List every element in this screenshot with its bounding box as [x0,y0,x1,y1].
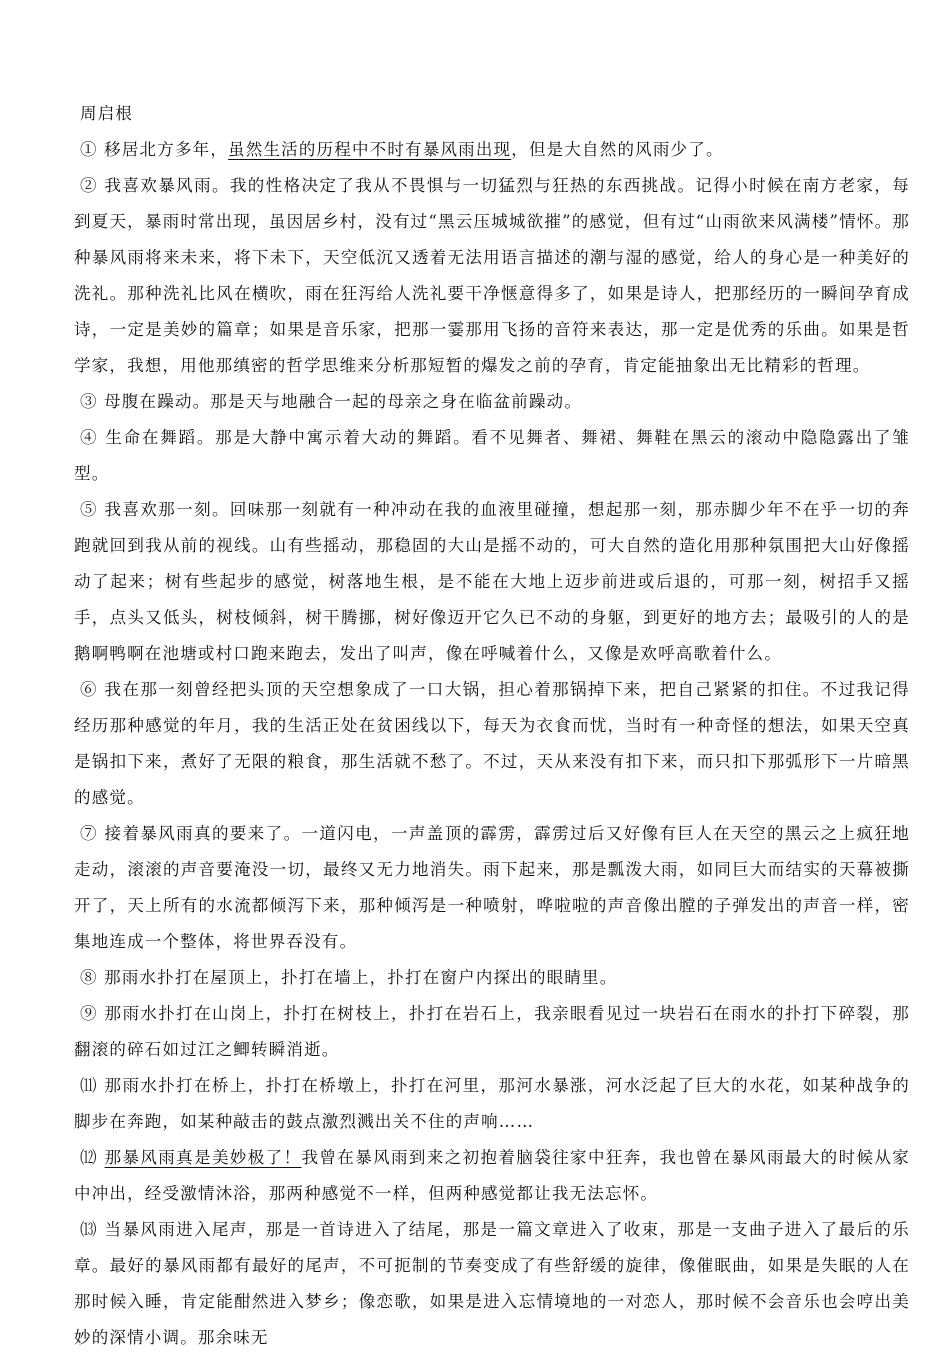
paragraph-7: ⑦ 接着暴风雨真的要来了。一道闪电，一声盖顶的霹雳，霹雳过后又好像有巨人在天空的黑云之上疯狂地走动，滚滚的声音要淹没一切，最终又无力地消失。雨下起来，那是瓢泼大雨，如同巨大而结实的天幕被撕开了，天上所有的水流都倾泻下来，那种倾泻是一种喷射，哗啦啦的声音像出膛的子弹发出的声音一样，密集地连成一个整体，将世界吞没有。 [74,824,910,951]
paragraph-1-rest: ，但是大自然的风雨少了。 [511,140,724,159]
paragraph-6: ⑥ 我在那一刻曾经把头顶的天空想象成了一口大锅，担心着那锅掉下来，把自己紧紧的扣住。不过我记得经历那种感觉的年月，我的生活正处在贫困线以下，每天为衣食而忧，当时有一种奇怪的想法，如果天空真是锅扣下来，煮好了无限的粮食，那生活就不愁了。不过，天从来没有扣下来，而只扣下那弧形下一片暗黑的感觉。 [74,680,910,807]
article-body [74,96,910,1356]
paragraph-8: ⑧ 那雨水扑打在屋顶上，扑打在墙上，扑打在窗户内探出的眼睛里。 [80,968,618,987]
author-name: 周启根 [80,104,134,123]
paragraph-5: ⑤ 我喜欢那一刻。回味那一刻就有一种冲动在我的血液里碰撞，想起那一刻，那赤脚少年不在乎一切的奔跑就回到我从前的视线。山有些摇动，那稳固的大山是摇不动的，可大自然的造化用那种氛围把大山好像摇动了起来；树有些起步的感觉，树落地生根，是不能在大地上迈步前进或后退的，可那一刻，树招手又摇手，点头又低头，树枝倾斜，树干腾挪，树好像迈开它久已不动的身躯，到更好的地方去；最吸引的人的是鹅啊鸭啊在池塘或村口跑来跑去，发出了叫声，像在呼喊着什么，又像是欢呼高歌着什么。 [74,500,910,663]
paragraph-3: ③ 母腹在躁动。那是天与地融合一起的母亲之身在临盆前躁动。 [80,392,583,411]
paragraph-12 [74,1140,910,1212]
paragraph-1-lead: ① 移居北方多年， [80,140,229,159]
paragraph-2: ② 我喜欢暴风雨。我的性格决定了我从不畏惧与一切猛烈与狂热的东西挑战。记得小时候在南方老家，每到夏天，暴雨时常出现，虽因居乡村，没有过“黑云压城城欲摧”的感觉，但有过“山雨欲来风满楼”情怀。那种暴风雨将来未来，将下未下，天空低沉又透着无法用语言描述的潮与湿的感觉，给人的身心是一种美好的洗礼。那种洗礼比风在横吹，雨在狂泻给人洗礼要干净惬意得多了，如果是诗人，把那经历的一瞬间孕育成诗，一定是美妙的篇章；如果是音乐家，把那一霎那用飞扬的音符来表达，那一定是优秀的乐曲。如果是哲学家，我想，用他那缜密的哲学思维来分析那短暂的爆发之前的孕育，肯定能抽象出无比精彩的哲理。 [74,176,910,375]
paragraph-12-rest: 我曾在暴风雨到来之初抱着脑袋往家中狂奔，我也曾在暴风雨最大的时候从家中冲出，经受激情沐浴，那两种感觉不一样，但两种感觉都让我无法忘怀。 [74,1148,910,1203]
paragraph-12-lead: ⑿ [80,1148,105,1167]
paragraph-13: ⒀ 当暴风雨进入尾声，那是一首诗进入了结尾，那是一篇文章进入了收束，那是一支曲子进入了最后的乐章。最好的暴风雨都有最好的尾声，不可扼制的节奏变成了有些舒缓的旋律，像催眠曲，如果是失眠的人在那时候入睡，肯定能酣然进入梦乡；像恋歌，如果是进入忘情境地的一对恋人，那时候不会音乐也会哼出美妙的深情小调。那余味无 [74,1220,910,1347]
paragraph-1 [74,132,910,168]
underlined-phrase-2: 那暴风雨真是美妙极了！ [104,1148,302,1167]
paragraph-9: ⑨ 那雨水扑打在山岗上，扑打在树枝上，扑打在岩石上，我亲眼看见过一块岩石在雨水的扑打下碎裂，那翻滚的碎石如过江之鲫转瞬消逝。 [74,1004,910,1059]
underlined-phrase-1: 虽然生活的历程中不时有暴风雨出现 [228,140,512,159]
paragraph-11: ⑾ 那雨水扑打在桥上，扑打在桥墩上，扑打在河里，那河水暴涨，河水泛起了巨大的水花，如某种战争的脚步在奔跑，如某种敲击的鼓点激烈溅出关不住的声响…… [74,1076,910,1131]
paragraph-4: ④ 生命在舞蹈。那是大静中寓示着大动的舞蹈。看不见舞者、舞裙、舞鞋在黑云的滚动中隐隐露出了雏型。 [74,428,910,483]
